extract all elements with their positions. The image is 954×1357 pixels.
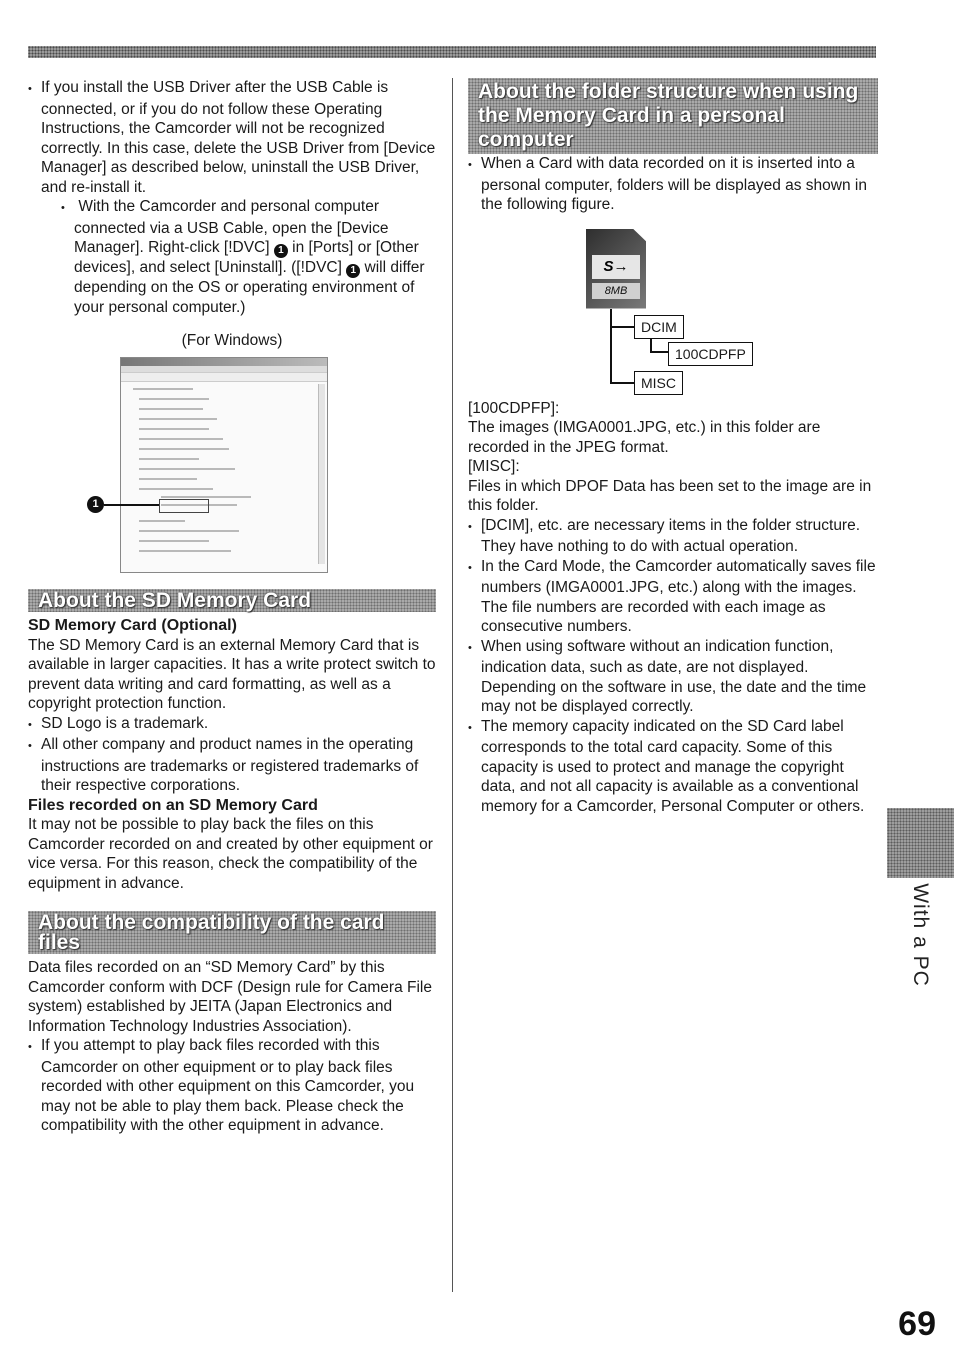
def-100cdpfp-label: [100CDPFP]: [468, 399, 560, 417]
right-column [468, 78, 878, 816]
section-side-label: With a PC [909, 883, 932, 987]
compatibility-bullet: • If you attempt to play back files recorded with this Camcorder on other equipment or to play back files recorded with other equipment on this Camcorder, you may not be able to play them back. Please check the compatibility with the other equipment in advance. [28, 1036, 436, 1136]
usb-sub-text-2: in [Ports] or [Other devices], and select [Uninstall]. ([!DVC] [74, 239, 419, 276]
def-100cdpfp-text: The images (IMGA0001.JPG, etc.) in this folder are recorded in the JPEG format. [468, 419, 821, 456]
callout-1-icon: 1 [87, 496, 104, 513]
sd-bullet: • All other company and product names in the operating instructions are trademarks or registered trademarks of their respective corporations. [28, 735, 436, 796]
dvc-device-highlight [159, 499, 209, 513]
folder-bullet: • When using software without an indication function, indication data, such as date, are not displayed. Depending on the software in use, the date and the time may not be displayed correctly. [468, 637, 878, 717]
files-body: It may not be possible to play back the files on this Camcorder recorded on and created by other equipment or vice versa. For this reason, check the compatibility of the equipment in advance. [28, 816, 433, 892]
screenshot-caption: (For Windows) [181, 332, 283, 349]
def-misc-text: Files in which DPOF Data has been set to the image are in this folder. [468, 477, 872, 514]
folder-100cdpfp: 100CDPFP [668, 342, 753, 366]
usb-sub-text-1: With the Camcorder and personal computer connected via a USB Cable, open the [Device Manager]. Right-click [!DVC] [74, 198, 389, 256]
usb-driver-subnote [28, 197, 436, 317]
files-subheading: Files recorded on an SD Memory Card [28, 796, 318, 814]
device-manager-screenshot [92, 357, 328, 573]
callout-1-icon: 1 [274, 244, 288, 258]
page-number: 69 [898, 1305, 936, 1343]
column-divider [452, 78, 453, 1292]
callout-pointer-line [104, 504, 159, 506]
folder-misc: MISC [634, 371, 683, 395]
sd-card-section-heading: About the SD Memory Card [28, 589, 436, 613]
section-side-tab [887, 808, 954, 878]
left-column [28, 78, 436, 1136]
usb-sub-text-3: will differ depending on the OS or operating environment of your personal computer.) [74, 259, 425, 316]
window-titlebar [121, 358, 327, 366]
usb-driver-note: • If you install the USB Driver after the USB Cable is connected, or if you do not follow these Operating Instructions, the Camcorder will not be recognized correctly. In this case, delete the USB Driver from [Device Manager] as described below, uninstall the USB Driver, and re-install it. [28, 78, 436, 197]
sd-bullet: • SD Logo is a trademark. [28, 714, 436, 736]
window-scrollbar [318, 384, 325, 564]
sd-card-body: The SD Memory Card is an external Memory Card that is available in larger capacities. It has a write protect switch to prevent data writing and card formatting, as well as a copyright protection function. [28, 636, 436, 712]
window-toolbar [121, 373, 327, 382]
callout-1-icon: 1 [346, 264, 360, 278]
folder-bullet: • The memory capacity indicated on the SD Card label corresponds to the total card capacity. Some of this capacity is used to protect and manage the copyright data, and not all capacity is available as a conventional memory for a Camcorder, Personal Computer or others. [468, 717, 878, 817]
compatibility-body: Data files recorded on an “SD Memory Card” by this Camcorder conform with DCF (Design rule for Camera File system) established by JEITA (Japan Electronics and Information Technology Industries Association). [28, 959, 432, 1035]
folder-intro: • When a Card with data recorded on it is inserted into a personal computer, folders will be displayed as shown in the following figure. [468, 154, 878, 215]
sd-logo: S→ [592, 255, 640, 279]
window-menubar [121, 366, 327, 373]
folder-bullet: • [DCIM], etc. are necessary items in the folder structure. They have nothing to do with actual operation. [468, 516, 878, 557]
sd-card-subheading: SD Memory Card (Optional) [28, 617, 237, 634]
folder-bullet: • In the Card Mode, the Camcorder automatically saves file numbers (IMGA0001.JPG, etc.) along with the images. The file numbers are recorded with each image as consecutive numbers. [468, 557, 878, 637]
compatibility-section-heading: About the compatibility of the card files [28, 911, 436, 954]
def-misc-label: [MISC]: [468, 458, 520, 475]
folder-dcim: DCIM [634, 315, 684, 339]
folder-structure-section-heading: About the folder structure when using the Memory Card in a personal computer [468, 78, 878, 154]
folder-structure-diagram [468, 229, 878, 399]
sd-capacity-label: 8MB [592, 283, 640, 299]
top-decorative-band [28, 46, 876, 58]
